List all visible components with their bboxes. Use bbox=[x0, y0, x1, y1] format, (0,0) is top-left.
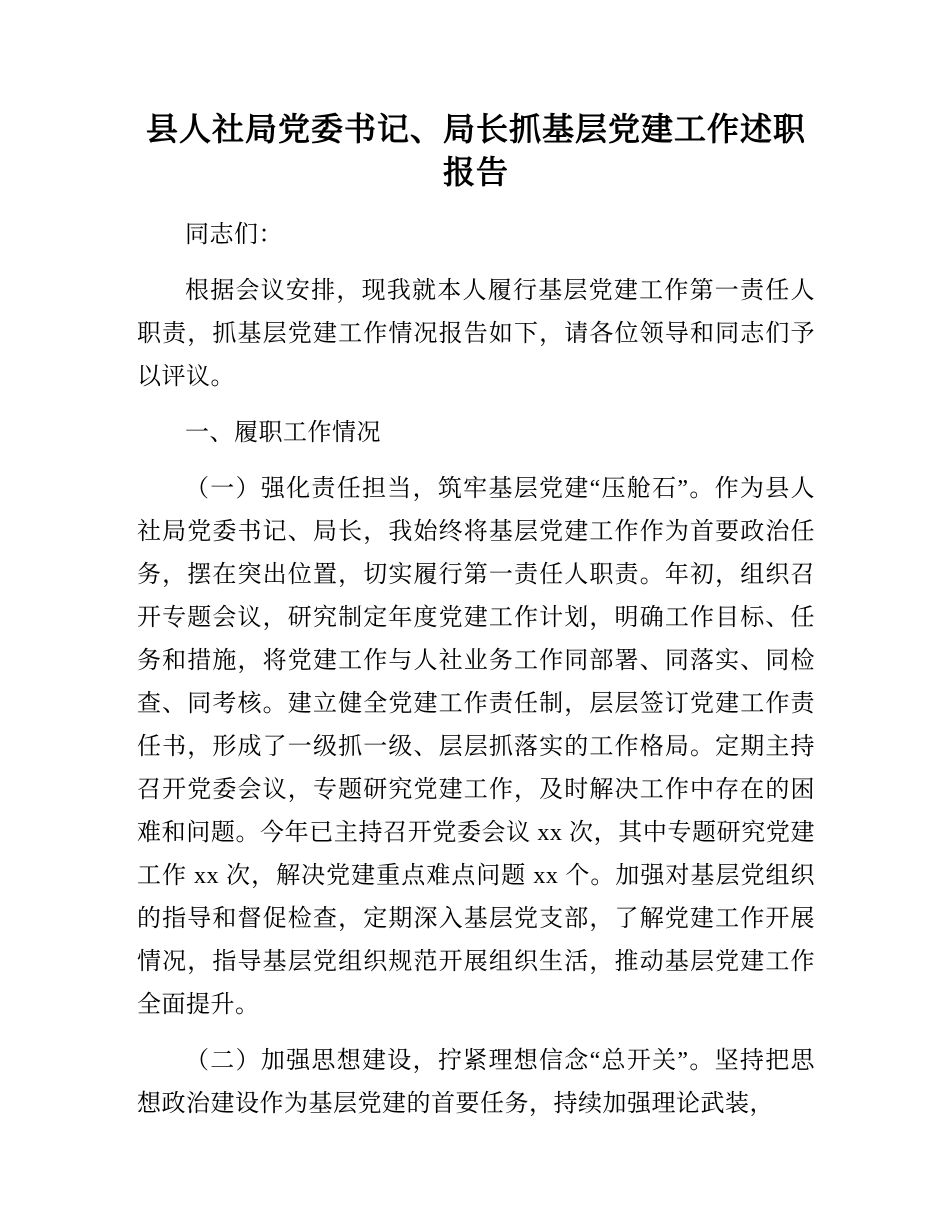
subsection-paragraph-2: （二）加强思想建设，拧紧理想信念“总开关”。坚持把思想政治建设作为基层党建的首要任务，持续加强理论武装， bbox=[137, 1048, 815, 1117]
subsection-paragraph-1: （一）强化责任担当，筑牢基层党建“压舱石”。作为县人社局党委书记、局长，我始终将基层党建工作作为首要政治任务，摆在突出位置，切实履行第一责任人职责。年初，组织召开专题会议，研究制定年度党建工作计划，明确工作目标、任务和措施，将党建工作与人社业务工作同部署、同落实、同检查、同考核。建立健全党建工作责任制，层层签订党建工作责任书，形成了一级抓一级、层层抓落实的工作格局。定期主持召开党委会议，专题研究党建工作，及时解决工作中存在的困难和问题。今年已主持召开党委会议 xx 次，其中专题研究党建工作 xx 次，解决党建重点难点问题 xx 个。加强对基层党组织的指导和督促检查，定期深入基层党支部，了解党建工作开展情况，指导基层党组织规范开展组织生活，推动基层党建工作全面提升。 bbox=[137, 476, 815, 1018]
section-heading-1: 一、履职工作情况 bbox=[185, 420, 381, 446]
salutation: 同志们： bbox=[185, 222, 283, 248]
intro-paragraph: 根据会议安排，现我就本人履行基层党建工作第一责任人职责，抓基层党建工作情况报告如下，请各位领导和同志们予以评议。 bbox=[137, 278, 815, 390]
document-title: 县人社局党委书记、局长抓基层党建工作述职报告 bbox=[145, 111, 806, 190]
